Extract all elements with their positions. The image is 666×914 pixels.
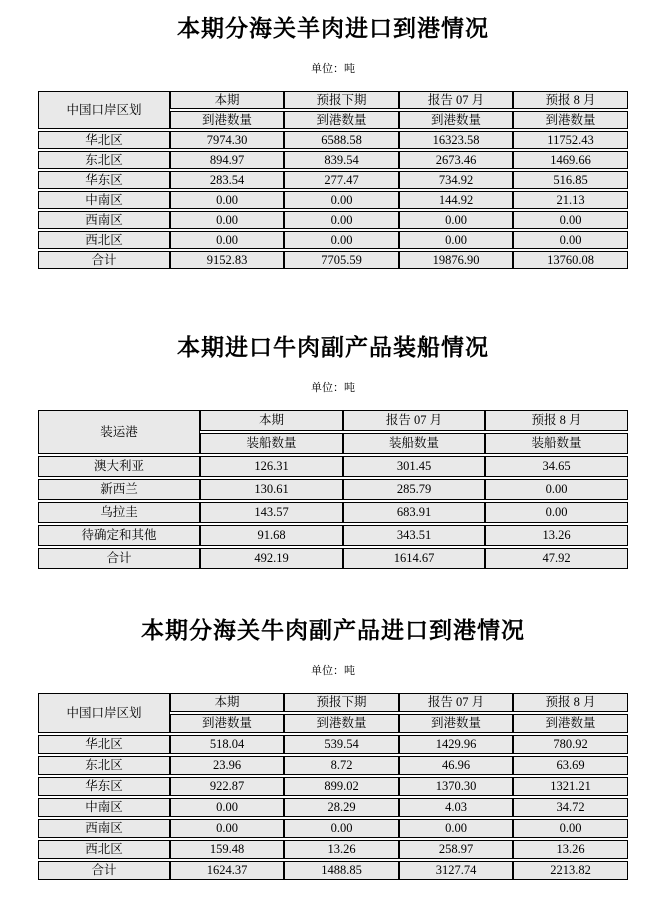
section-sheep-arrivals (0, 12, 666, 271)
header-row (38, 410, 628, 431)
page-title: 本期进口牛肉副产品装船情况 (177, 335, 489, 360)
cell-value: 0.00 (485, 502, 628, 523)
column-subheader: 到港数量 (170, 111, 284, 129)
table-row (38, 525, 628, 546)
cell-value: 13760.08 (513, 251, 628, 269)
row-label: 合计 (38, 251, 170, 269)
cell-value: 1488.85 (284, 861, 399, 880)
row-label: 西南区 (38, 819, 170, 838)
column-header: 本期 (170, 693, 284, 712)
column-header: 预报下期 (284, 693, 399, 712)
column-subheader: 装船数量 (200, 433, 343, 454)
cell-value: 28.29 (284, 798, 399, 817)
table-row (38, 171, 628, 189)
table-row (38, 735, 628, 754)
cell-value: 539.54 (284, 735, 399, 754)
cell-value: 0.00 (170, 819, 284, 838)
cell-value: 683.91 (343, 502, 485, 523)
cell-value: 0.00 (513, 231, 628, 249)
column-header: 预报 8 月 (513, 91, 628, 109)
section-beef-byproduct-arrivals (0, 614, 666, 882)
cell-value: 144.92 (399, 191, 513, 209)
column-subheader: 到港数量 (513, 714, 628, 733)
corner-header: 中国口岸区划 (38, 693, 170, 733)
cell-value: 2673.46 (399, 151, 513, 169)
row-label: 乌拉圭 (38, 502, 200, 523)
table-row (38, 777, 628, 796)
sheep-arrivals-table (38, 89, 628, 271)
cell-value: 0.00 (170, 798, 284, 817)
cell-value: 0.00 (170, 231, 284, 249)
row-label: 华北区 (38, 735, 170, 754)
column-header: 本期 (170, 91, 284, 109)
cell-value: 13.26 (284, 840, 399, 859)
cell-value: 126.31 (200, 456, 343, 477)
column-subheader: 到港数量 (399, 111, 513, 129)
header-row (38, 693, 628, 712)
cell-value: 0.00 (399, 819, 513, 838)
cell-value: 34.65 (485, 456, 628, 477)
total-row (38, 251, 628, 269)
beef-byproduct-arrivals-table (38, 691, 628, 882)
row-label: 东北区 (38, 756, 170, 775)
table-row (38, 211, 628, 229)
cell-value: 3127.74 (399, 861, 513, 880)
row-label: 中南区 (38, 798, 170, 817)
table-row (38, 151, 628, 169)
table-row (38, 131, 628, 149)
cell-value: 1469.66 (513, 151, 628, 169)
cell-value: 492.19 (200, 548, 343, 569)
column-subheader: 到港数量 (399, 714, 513, 733)
cell-value: 34.72 (513, 798, 628, 817)
cell-value: 518.04 (170, 735, 284, 754)
cell-value: 47.92 (485, 548, 628, 569)
cell-value: 13.26 (513, 840, 628, 859)
cell-value: 1321.21 (513, 777, 628, 796)
column-header: 报告 07 月 (343, 410, 485, 431)
cell-value: 0.00 (513, 211, 628, 229)
row-label: 西南区 (38, 211, 170, 229)
cell-value: 16323.58 (399, 131, 513, 149)
cell-value: 0.00 (399, 211, 513, 229)
row-label: 西北区 (38, 840, 170, 859)
cell-value: 343.51 (343, 525, 485, 546)
cell-value: 9152.83 (170, 251, 284, 269)
table-row (38, 502, 628, 523)
row-label: 新西兰 (38, 479, 200, 500)
cell-value: 283.54 (170, 171, 284, 189)
cell-value: 8.72 (284, 756, 399, 775)
section-beef-byproduct-shipments (0, 331, 666, 571)
header-row (38, 91, 628, 109)
row-label: 华东区 (38, 171, 170, 189)
row-label: 东北区 (38, 151, 170, 169)
page-title: 本期分海关牛肉副产品进口到港情况 (141, 618, 525, 643)
row-label: 澳大利亚 (38, 456, 200, 477)
cell-value: 894.97 (170, 151, 284, 169)
cell-value: 4.03 (399, 798, 513, 817)
cell-value: 1370.30 (399, 777, 513, 796)
cell-value: 7705.59 (284, 251, 399, 269)
column-subheader: 到港数量 (284, 111, 399, 129)
cell-value: 1429.96 (399, 735, 513, 754)
column-header: 本期 (200, 410, 343, 431)
cell-value: 21.13 (513, 191, 628, 209)
cell-value: 0.00 (284, 231, 399, 249)
cell-value: 780.92 (513, 735, 628, 754)
cell-value: 0.00 (513, 819, 628, 838)
cell-value: 0.00 (170, 211, 284, 229)
row-label: 华东区 (38, 777, 170, 796)
column-header: 预报 8 月 (513, 693, 628, 712)
cell-value: 6588.58 (284, 131, 399, 149)
column-subheader: 装船数量 (485, 433, 628, 454)
cell-value: 2213.82 (513, 861, 628, 880)
corner-header: 装运港 (38, 410, 200, 454)
page-title: 本期分海关羊肉进口到港情况 (177, 16, 489, 41)
column-subheader: 到港数量 (170, 714, 284, 733)
cell-value: 516.85 (513, 171, 628, 189)
table-row (38, 456, 628, 477)
row-label: 华北区 (38, 131, 170, 149)
cell-value: 899.02 (284, 777, 399, 796)
cell-value: 0.00 (170, 191, 284, 209)
total-row (38, 548, 628, 569)
cell-value: 285.79 (343, 479, 485, 500)
cell-value: 258.97 (399, 840, 513, 859)
column-subheader: 到港数量 (513, 111, 628, 129)
cell-value: 0.00 (284, 191, 399, 209)
table-row (38, 819, 628, 838)
cell-value: 0.00 (485, 479, 628, 500)
cell-value: 11752.43 (513, 131, 628, 149)
column-subheader: 装船数量 (343, 433, 485, 454)
unit-label: 单位：吨 (311, 382, 355, 394)
cell-value: 143.57 (200, 502, 343, 523)
table-row (38, 191, 628, 209)
table-row (38, 840, 628, 859)
cell-value: 277.47 (284, 171, 399, 189)
cell-value: 19876.90 (399, 251, 513, 269)
table-row (38, 798, 628, 817)
cell-value: 130.61 (200, 479, 343, 500)
cell-value: 7974.30 (170, 131, 284, 149)
cell-value: 63.69 (513, 756, 628, 775)
unit-label: 单位：吨 (311, 665, 355, 677)
row-label: 合计 (38, 548, 200, 569)
beef-byproduct-shipments-table (38, 408, 628, 571)
column-subheader: 到港数量 (284, 714, 399, 733)
cell-value: 23.96 (170, 756, 284, 775)
column-header: 报告 07 月 (399, 693, 513, 712)
cell-value: 301.45 (343, 456, 485, 477)
corner-header: 中国口岸区划 (38, 91, 170, 129)
cell-value: 1614.67 (343, 548, 485, 569)
row-label: 待确定和其他 (38, 525, 200, 546)
cell-value: 0.00 (284, 819, 399, 838)
table-row (38, 756, 628, 775)
cell-value: 159.48 (170, 840, 284, 859)
cell-value: 1624.37 (170, 861, 284, 880)
unit-label: 单位：吨 (311, 63, 355, 75)
cell-value: 839.54 (284, 151, 399, 169)
table-row (38, 479, 628, 500)
cell-value: 922.87 (170, 777, 284, 796)
cell-value: 91.68 (200, 525, 343, 546)
row-label: 西北区 (38, 231, 170, 249)
table-row (38, 231, 628, 249)
column-header: 预报下期 (284, 91, 399, 109)
cell-value: 734.92 (399, 171, 513, 189)
cell-value: 0.00 (284, 211, 399, 229)
total-row (38, 861, 628, 880)
row-label: 中南区 (38, 191, 170, 209)
cell-value: 0.00 (399, 231, 513, 249)
cell-value: 46.96 (399, 756, 513, 775)
row-label: 合计 (38, 861, 170, 880)
column-header: 预报 8 月 (485, 410, 628, 431)
cell-value: 13.26 (485, 525, 628, 546)
column-header: 报告 07 月 (399, 91, 513, 109)
